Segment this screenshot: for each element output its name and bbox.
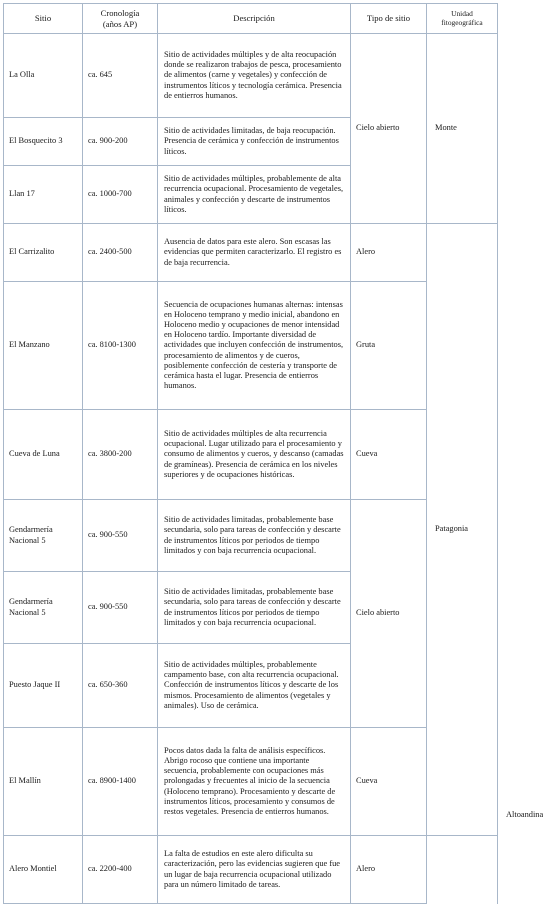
table-row: [4, 410, 498, 500]
phytogeographic-unit: Monte: [427, 34, 498, 224]
table-row: [4, 282, 498, 410]
site-type: Cielo abierto: [351, 500, 427, 728]
site-type: Alero: [351, 224, 427, 282]
archaeological-sites-table: [3, 3, 543, 904]
description: Sitio de actividades limitadas, de baja reocupación. Presencia de cerámica y confección de instrumentos líticos.: [158, 118, 351, 166]
header-unidad-line1: Unidad: [451, 8, 473, 18]
site-name: Gendarmería Nacional 5: [4, 572, 83, 644]
phytogeographic-unit: Patagonia: [427, 224, 498, 836]
site-name: El Carrizalito: [4, 224, 83, 282]
table-row: [4, 224, 498, 282]
header-tipo: Tipo de sitio: [351, 4, 427, 34]
description: Secuencia de ocupaciones humanas alternas: intensas en Holoceno temprano y medio inicial, abandono en Holoceno medio y ocupaciones de menor intensidad en Holoceno tardío. Importante diversidad de actividades que incluyen confección de instrumentos, procesamiento de alimentos y de cueros, posiblemente confección de cestería y transporte de cerámica hasta el lugar. Presencia de entierros humanos.: [158, 282, 351, 410]
site-name: Llan 17: [4, 166, 83, 224]
description: Sitio de actividades múltiples de alta recurrencia ocupacional. Lugar utilizado para el procesamiento y consumo de alimentos y cueros, y descanso (camadas de gramíneas). Presencia de cerámica en los niveles superiores y de ocupaciones históricas.: [158, 410, 351, 500]
description: Sitio de actividades múltiples, probablemente campamento base, con alta recurrencia ocupacional. Confección de instrumentos líticos y descarte de los mismos. Procesamiento de alimentos (vegetales y animales). Uso de cerámica.: [158, 644, 351, 728]
site-name: Puesto Jaque II: [4, 644, 83, 728]
site-type: Cueva: [351, 410, 427, 500]
description: Sitio de actividades limitadas, probablemente base secundaria, solo para tareas de confección y descarte de instrumentos líticos por periodos de tiempo limitados y con baja recurrencia ocupacional.: [158, 572, 351, 644]
chronology: ca. 2400-500: [83, 224, 158, 282]
header-cronologia-line2: (años AP): [102, 18, 138, 29]
site-name: Gendarmería Nacional 5: [4, 500, 83, 572]
chronology: ca. 1000-700: [83, 166, 158, 224]
header-cronologia: [83, 4, 158, 34]
chronology: ca. 8900-1400: [83, 728, 158, 836]
site-name: La Olla: [4, 34, 83, 118]
site-name: El Manzano: [4, 282, 83, 410]
chronology: ca. 650-360: [83, 644, 158, 728]
site-name: Alero Montiel: [4, 836, 83, 904]
header-cronologia-line1: Cronología: [100, 8, 140, 19]
header-descripcion: Descripción: [158, 4, 351, 34]
chronology: ca. 2200-400: [83, 836, 158, 904]
description: Ausencia de datos para este alero. Son escasas las evidencias que permiten caracterizarlo. El registro es de baja recurrencia.: [158, 224, 351, 282]
site-type: Cueva: [351, 728, 427, 836]
site-type: Cielo abierto: [351, 34, 427, 224]
table-row: [4, 34, 498, 118]
chronology: ca. 900-200: [83, 118, 158, 166]
chronology: ca. 3800-200: [83, 410, 158, 500]
description: Sitio de actividades limitadas, probablemente base secundaria, solo para tareas de confección y descarte de instrumentos líticos por periodos de tiempo limitados y con baja recurrencia ocupacional.: [158, 500, 351, 572]
site-name: El Bosquecito 3: [4, 118, 83, 166]
chronology: ca. 8100-1300: [83, 282, 158, 410]
chronology: ca. 900-550: [83, 500, 158, 572]
description: Sitio de actividades múltiples y de alta reocupación donde se realizaron trabajos de pesca, procesamiento de alimentos (carne y vegetales) y confección de instrumentos líticos y tecnología cerámica. Presencia de entierros humanos.: [158, 34, 351, 118]
site-type: Alero: [351, 836, 427, 904]
header-sitio: Sitio: [4, 4, 83, 34]
site-name: El Mallín: [4, 728, 83, 836]
table-header-row: [4, 4, 498, 34]
description: Sitio de actividades múltiples, probablemente de alta recurrencia ocupacional. Procesamiento de vegetales, animales y confección y descarte de instrumentos líticos.: [158, 166, 351, 224]
table-row: El Mallín ca. 8900-1400 Pocos datos dada la falta de análisis específicos. Abrigo rocoso que contiene una importante secuencia, probablemente con ocupaciones más prolongadas y frecuentes al inicio de la secuencia (Holoceno temprano). Procesamiento y descarte de instrumentos líticos, procesamiento y consumos de restos vegetales. Presencia de entierros humanos. Cueva Altoandina: [4, 728, 498, 836]
description: La falta de estudios en este alero dificulta su caracterización, pero las evidencias sugieren que fue un lugar de baja recurrencia ocupacional utilizado para un número limitado de tareas.: [158, 836, 351, 904]
chronology: ca. 900-550: [83, 572, 158, 644]
header-unidad-line2: fitogeográfica: [441, 17, 483, 27]
table-row: [4, 500, 498, 572]
chronology: ca. 645: [83, 34, 158, 118]
header-unidad: [427, 4, 498, 34]
site-type: Gruta: [351, 282, 427, 410]
site-name: Cueva de Luna: [4, 410, 83, 500]
description: Pocos datos dada la falta de análisis específicos. Abrigo rocoso que contiene una importante secuencia, probablemente con ocupaciones más prolongadas y frecuentes al inicio de la secuencia (Holoceno temprano). Procesamiento y descarte de instrumentos líticos, procesamiento y consumos de restos vegetales. Presencia de entierros humanos.: [158, 728, 351, 836]
table-row: [4, 836, 498, 904]
